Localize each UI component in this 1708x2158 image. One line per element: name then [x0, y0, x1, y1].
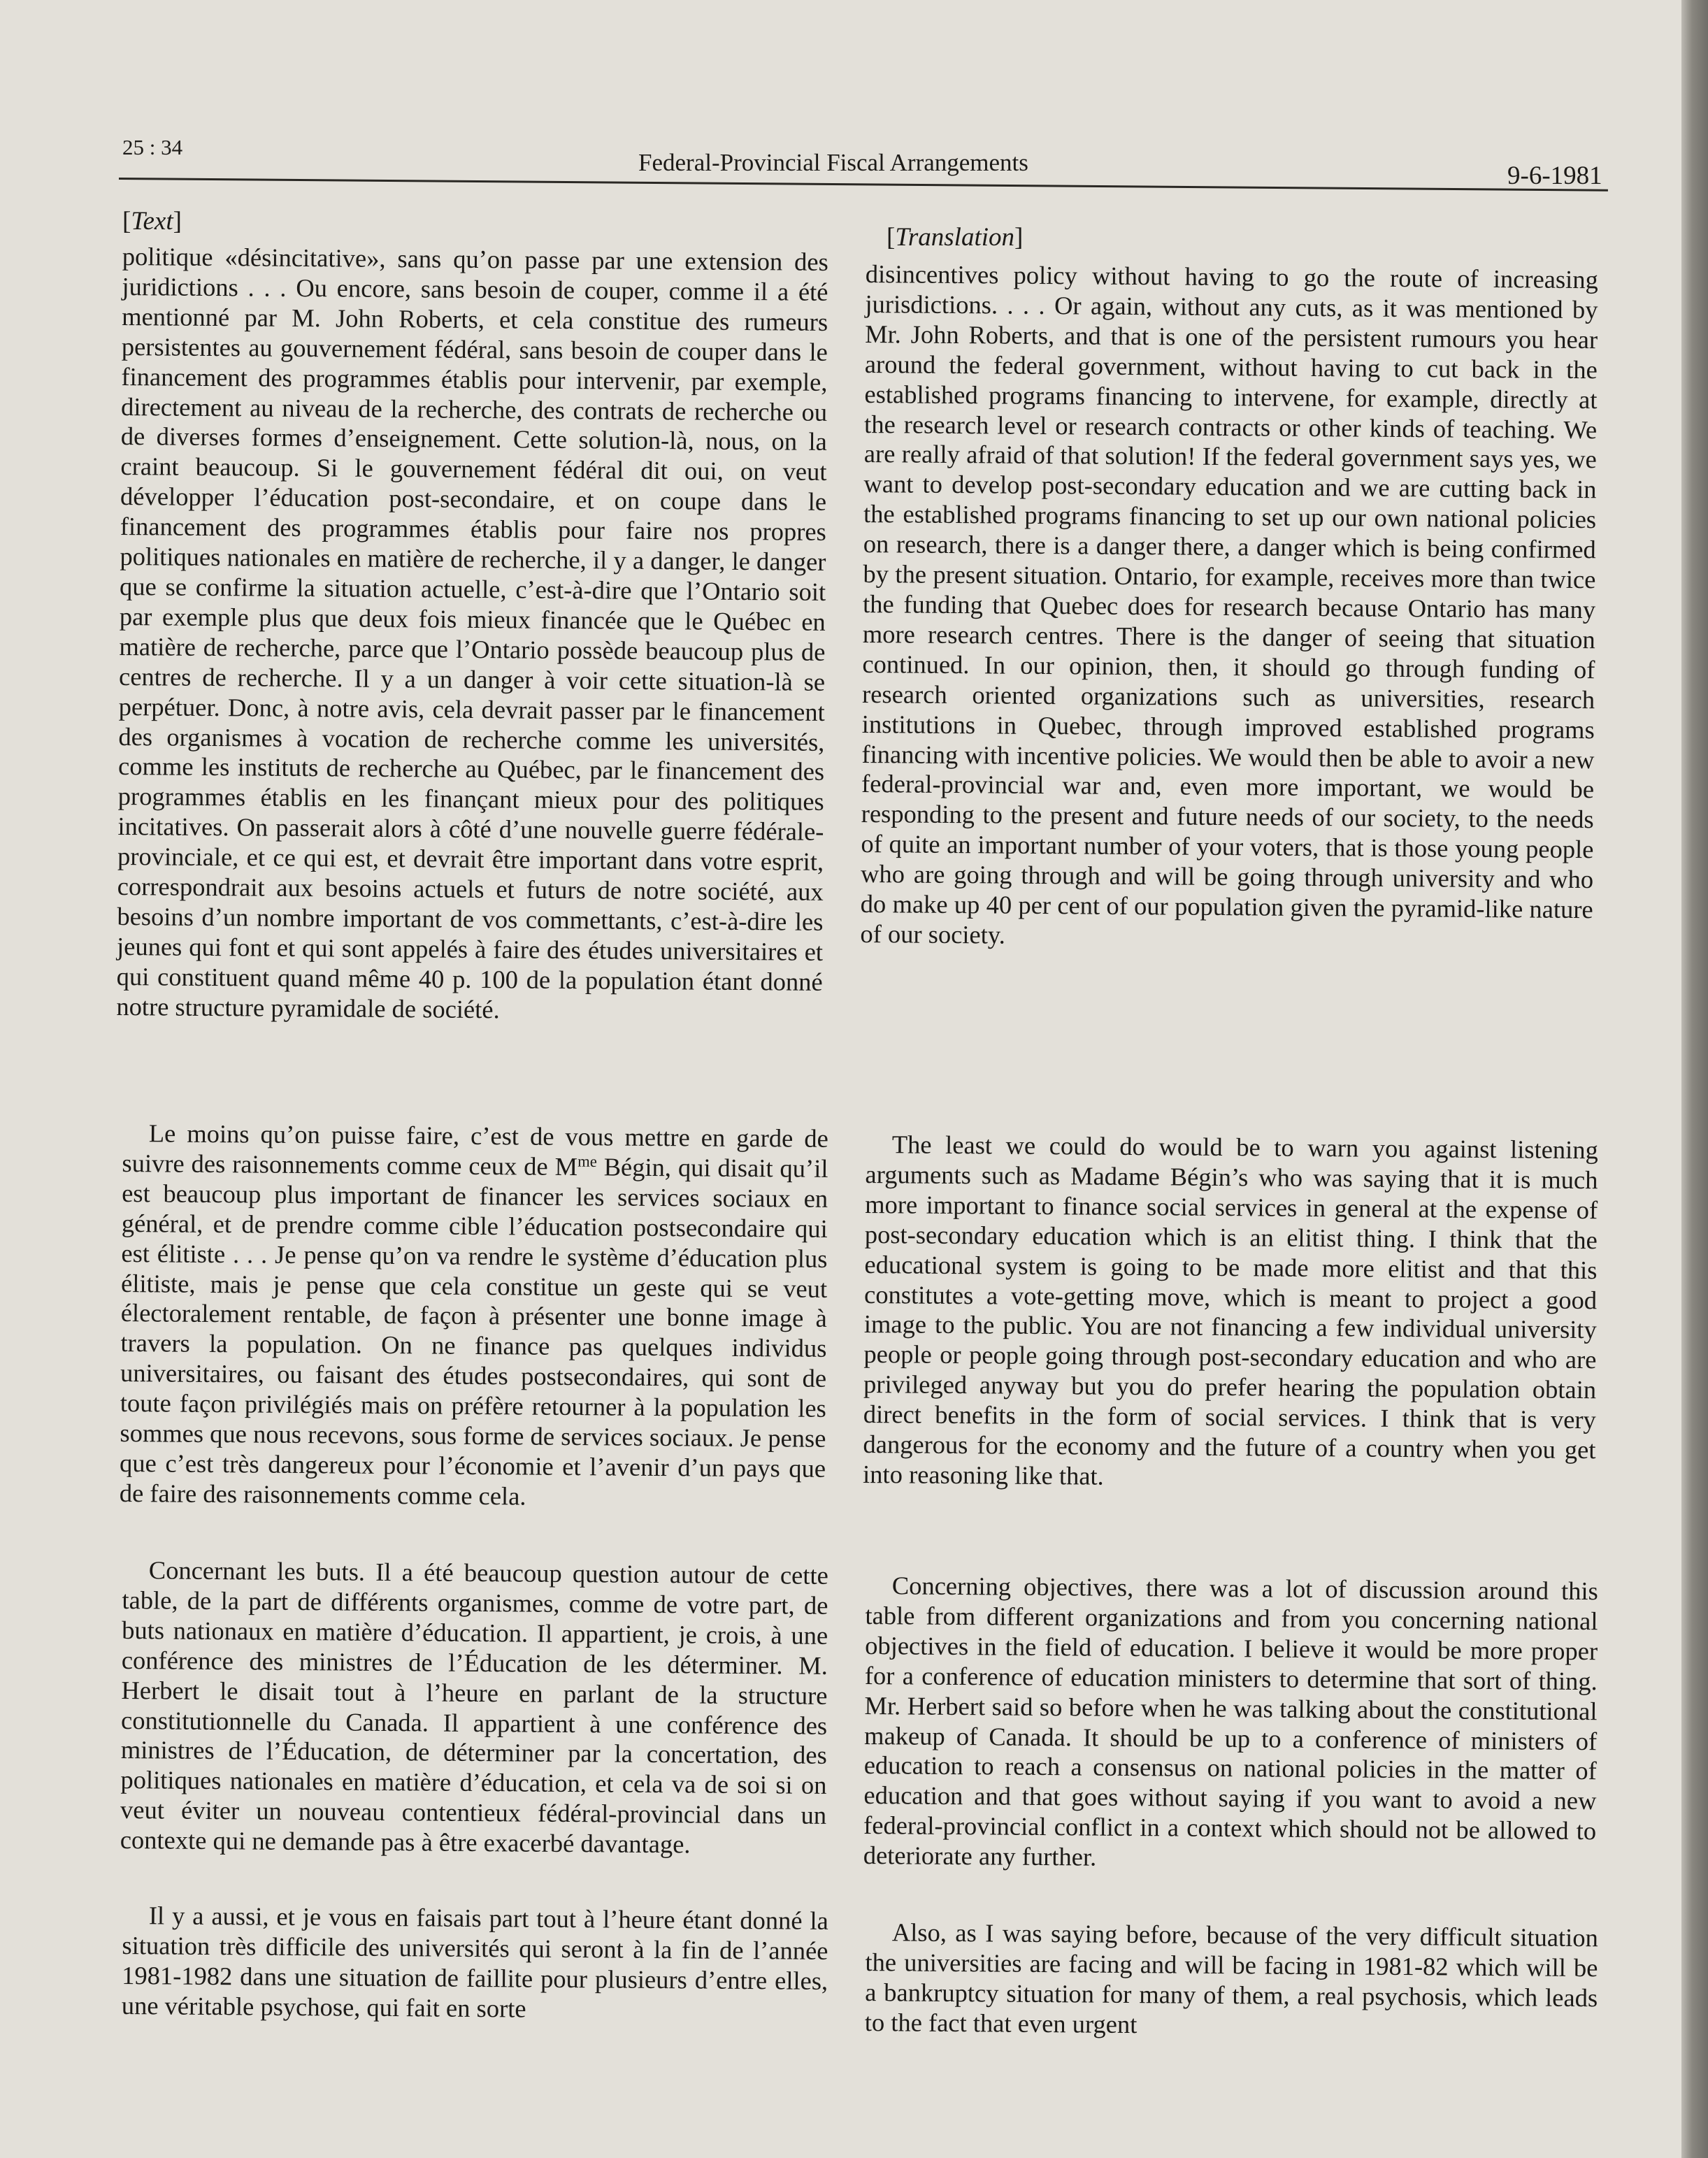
header-rule: [119, 178, 1608, 192]
french-column-tag: [Text]: [122, 207, 182, 236]
french-paragraph-4: Il y a aussi, et je vous en faisais part tout à l’heure étant donné la situation très difficile des universités qui seront à la fin de l’année 1981-1982 dans une situation de faillite pour plusieurs d’entre elles, une véritable psychose, qui fait en sorte: [121, 1901, 828, 2023]
english-paragraph-3: Concerning objectives, there was a lot of discussion around this table from different organizations and from you concerning national objectives in the field of education. I believe it would be more proper for a conference of education ministers to determine that sort of thing. Mr. Herbert said so before when he was talking about the constitutional makeup of Canada. It should be up to a conference of ministers of education to reach a consensus on national policies in the matter of education and that goes without saying if you want to avoid a new federal-provincial conflict in a context which should not be allowed to deteriorate any further.: [863, 1571, 1598, 1871]
french-paragraph-3: Concernant les buts. Il a été beaucoup question autour de cette table, de la part de différents organismes, comme de votre part, de buts nationaux en matière d’éducation. Il appartient, je crois, à une conférence des ministres de l’Éducation de les déterminer. M. Herbert le disait tout à l’heure en parlant de la structure constitutionnelle du Canada. Il appartient à une conférence des ministres de l’Éducation, de déterminer par la concertation, des politiques nationales en matière d’éducation, et cela va de soi si on veut éviter un nouveau contentieux fédéral-provincial dans un contexte qui ne demande pas à être exacerbé davantage.: [120, 1555, 828, 1859]
english-paragraph-4: Also, as I was saying before, because of the very difficult situation the universities are facing and will be facing in 1981-82 which will be a bankruptcy situation for many of them, a real psychosis, which leads to the fact that even urgent: [864, 1918, 1598, 2038]
page-edge-shadow: [1681, 0, 1708, 2158]
english-paragraph-2: The least we could do would be to warn you against listening arguments such as Madame Bégin’s who was saying that it is much more important to finance social services in general at the expense of post-secondary education which is an elitist thing. I think that the educational system is going to be made more elitist and that this constitutes a vote-getting move, which is meant to project a good image to the public. You are not financing a few individual university people or people going through post-secondary education and who are privileged anyway but you do prefer hearing the population obtain direct benefits in the form of social services. I think that is very dangerous for the economy and the future of a country when you get into reasoning like that.: [862, 1130, 1598, 1490]
french-paragraph-1: politique «désincitative», sans qu’on passe par une extension des juridictions . . . Ou encore, sans besoin de couper, comme il a été mentionné par M. John Roberts, et cela constitue des rumeurs persistentes au gouvernement fédéral, sans besoin de couper dans le financement des programmes établis pour intervenir, par exemple, directement au niveau de la recherche, des contrats de recherche ou de diverses formes d’enseignement. Cette solution-là, nous, on la craint beaucoup. Si le gouvernement fédéral dit oui, on veut développer l’éducation post-secondaire, et on coupe dans le financement des programmes établis pour faire nos propres politiques nationales en matière de recherche, il y a danger, le danger que se confirme la situation actuelle, c’est-à-dire que l’Ontario soit par exemple plus que deux fois mieux financée que le Québec en matière de recherche, parce que l’Ontario possède beaucoup plus de centres de recherche. Il y a un danger à voir cette situation-là se perpétuer. Donc, à notre avis, cela devrait passer par le financement des organismes à vocation de recherche comme les universités, comme les instituts de recherche au Québec, par le financement des programmes établis en les finançant mieux pour des politiques incitatives. On passerait alors à côté d’une nouvelle guerre fédérale-provinciale, et ce qui est, et devrait être important dans votre esprit, correspondrait aux besoins actuels et futurs de notre société, aux besoins d’un nombre important de vos commettants, c’est-à-dire les jeunes qui font et qui sont appelés à faire des études universitaires et qui constituent quand même 40 p. 100 de la population étant donné notre structure pyramidale de société.: [116, 242, 828, 1023]
french-paragraph-2: Le moins qu’on puisse faire, c’est de vous mettre en garde de suivre des raisonnements comme ceux de $M^{me}$ Bégin, qui disait qu’il est beaucoup plus important de financer les services sociaux en général, et de prendre comme cible l’éducation postsecondaire qui est élitiste . . . Je pense qu’on va rendre le système d’éducation plus élitiste, mais je pense que cela constitue un geste qui se veut électoralement rentable, de façon à présenter une bonne image à travers la population. On ne finance pas quelques individus universitaires, ou faisant des études postsecondaires, qui sont de toute façon privilégiés mais on préfère retourner à la population les sommes que nous recevons, sous forme de services sociaux. Je pense que c’est très dangereux pour l’économie et l’avenir d’un pays que de faire des raisonnements comme cela.: [119, 1118, 828, 1511]
issue-date: 9-6-1981: [1507, 161, 1602, 190]
english-column-tag: [Translation]: [887, 223, 1024, 252]
page-number: 25 : 34: [122, 135, 183, 159]
running-title: Federal-Provincial Fiscal Arrangements: [638, 149, 1028, 176]
english-paragraph-1: disincentives policy without having to go the route of increasing jurisdictions. . . . Or again, without any cuts, as it was mentioned by Mr. John Roberts, and that is one of the persistent rumours you hear around the federal government, without having to cut back in the established programs financing to intervene, for example, directly at the research level or research contracts or other kinds of teaching. We are really afraid of that solution! If the federal government says yes, we want to develop post-secondary education and we are cutting back in the established programs financing to set up our own national policies on research, there is a danger there, a danger which is being confirmed by the present situation. Ontario, for example, receives more than twice the funding that Quebec does for research because Ontario has many more research centres. There is the danger of seeing that situation continued. In our opinion, then, it should go through funding of research oriented organizations such as universities, research institutions in Quebec, through improved established programs financing with incentive policies. We would then be able to avoir a new federal-provincial war and, even more important, we would be responding to the present and future needs of our society, to the needs of quite an important number of your voters, that is those young people who are going through and will be going through university and who do make up 40 per cent of our population given the pyramid-like nature of our society.: [860, 259, 1598, 949]
